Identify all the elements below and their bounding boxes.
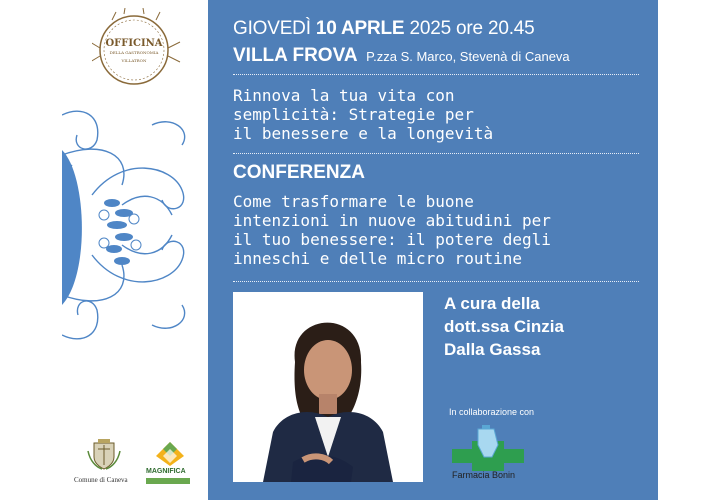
- date-time: 2025 ore 20.45: [409, 18, 535, 39]
- conference-title: [233, 192, 653, 268]
- logo-line1: OFFICINA: [105, 38, 163, 49]
- event-venue: [233, 45, 570, 67]
- speaker-photo: [233, 292, 423, 482]
- officina-logo: [92, 8, 192, 98]
- date-day: 10 APRLE: [315, 18, 405, 39]
- comune-crest-icon: [84, 437, 124, 471]
- conference-title-line: intenzioni in nuove abitudini per: [233, 211, 551, 230]
- left-column: [62, 0, 208, 500]
- magnifica-label: MAGNIFICA: [146, 468, 186, 475]
- conference-title-line: il tuo benessere: il potere degli: [233, 230, 551, 249]
- talk-title: [233, 86, 653, 143]
- pharmacy-name: Farmacia Bonin: [452, 470, 516, 480]
- logo-line2: DELLA GASTRONOMIA: [109, 50, 159, 55]
- talk-title-line: il benessere e la longevità: [233, 124, 494, 143]
- conference-title-line: Come trasformare le buone: [233, 192, 474, 211]
- divider: [233, 281, 639, 282]
- magnifica-logo-icon: [154, 440, 186, 468]
- speaker-credit: [444, 292, 644, 361]
- swirl-decoration: [62, 95, 208, 385]
- venue-name: VILLA FROVA: [233, 45, 357, 66]
- venue-address: P.zza S. Marco, Stevenà di Caneva: [366, 49, 570, 64]
- logo-line3: VILLATRON: [121, 58, 147, 63]
- speaker-line: Dalla Gassa: [444, 340, 541, 359]
- comune-label: Comune di Caneva: [74, 476, 128, 484]
- date-prefix: GIOVEDÌ: [233, 18, 311, 39]
- divider: [233, 153, 639, 154]
- collab-label: In collaborazione con: [449, 407, 535, 417]
- divider: [233, 74, 639, 75]
- speaker-line: A cura della: [444, 294, 540, 313]
- speaker-line: dott.ssa Cinzia: [444, 317, 564, 336]
- talk-title-line: semplicità: Strategie per: [233, 105, 474, 124]
- conference-title-line: inneschi e delle micro routine: [233, 249, 522, 268]
- talk-title-line: Rinnova la tua vita con: [233, 86, 455, 105]
- magnifica-bar: [146, 478, 190, 484]
- event-panel: [208, 0, 658, 500]
- event-date: [233, 18, 535, 40]
- conference-label: CONFERENZA: [233, 162, 365, 183]
